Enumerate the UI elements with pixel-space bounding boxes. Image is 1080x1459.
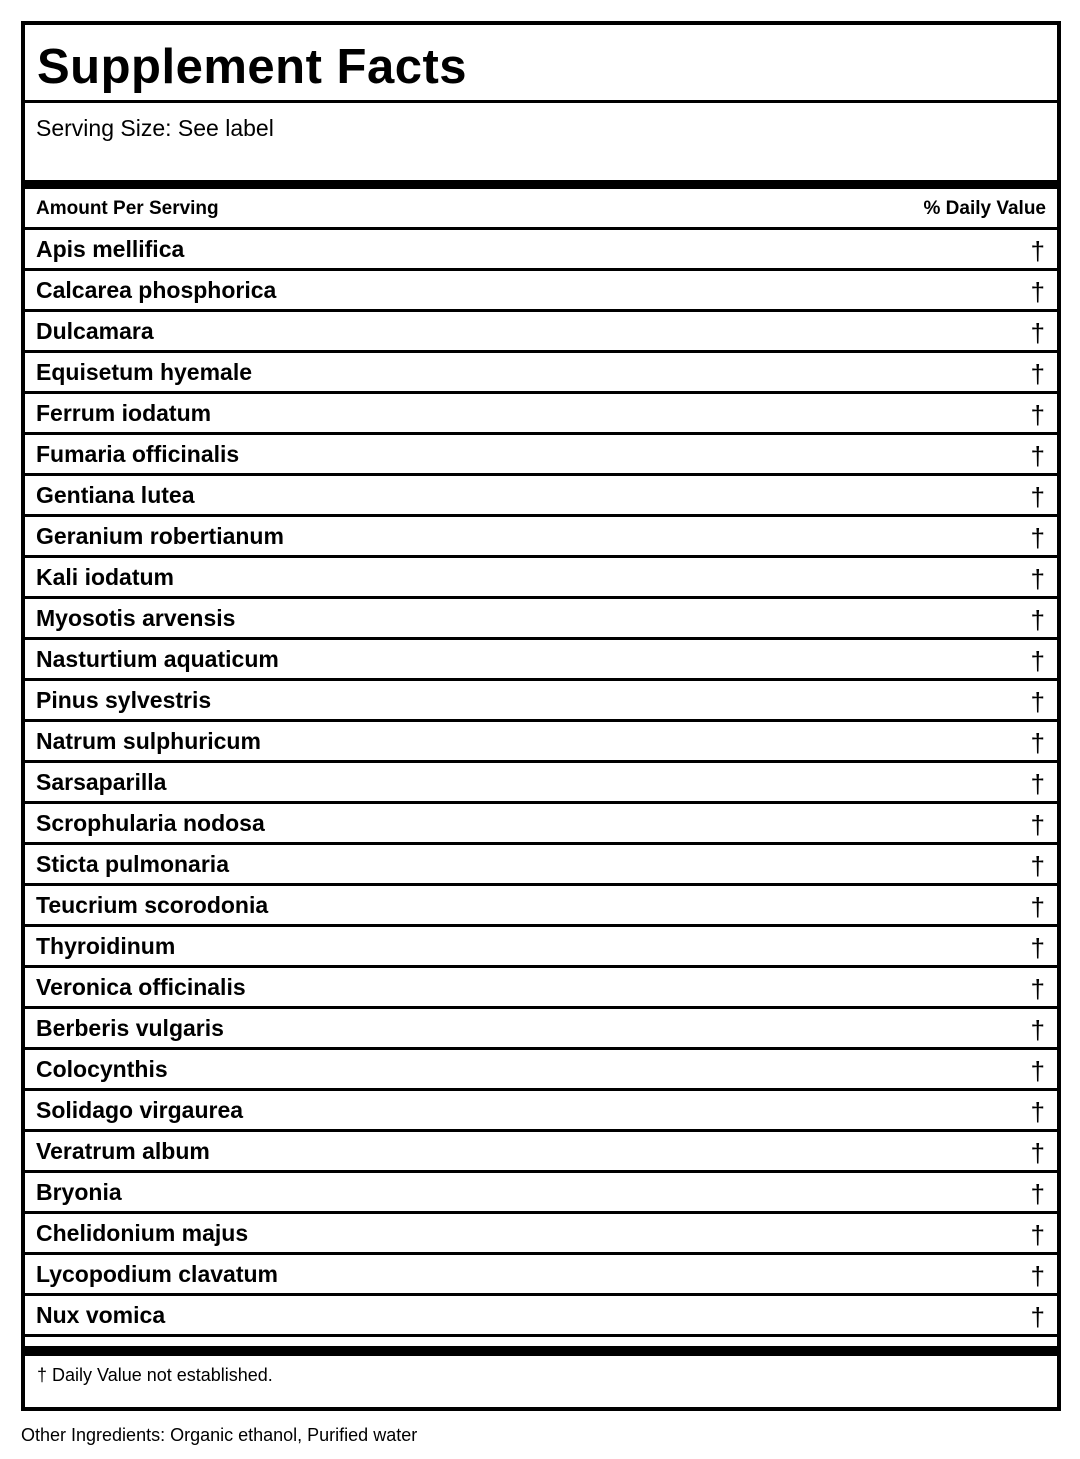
daily-value-dagger: †: [1030, 481, 1045, 512]
panel-title: Supplement Facts: [25, 25, 1057, 103]
ingredient-name: Scrophularia nodosa: [36, 809, 265, 836]
daily-value-dagger: †: [1030, 768, 1045, 799]
ingredient-name: Kali iodatum: [36, 563, 175, 590]
ingredient-row: [25, 1050, 1057, 1091]
ingredient-row: [25, 927, 1057, 968]
ingredient-row: [25, 968, 1057, 1009]
daily-value-dagger: †: [1030, 1014, 1045, 1045]
daily-value-dagger: †: [1030, 1137, 1045, 1168]
daily-value-dagger: †: [1030, 973, 1045, 1004]
ingredient-row: [25, 517, 1057, 558]
daily-value-dagger: †: [1030, 358, 1045, 389]
daily-value-dagger: †: [1030, 563, 1045, 594]
daily-value-dagger: †: [1030, 727, 1045, 758]
daily-value-dagger: †: [1030, 235, 1045, 266]
ingredient-row: [25, 681, 1057, 722]
ingredient-row: [25, 1009, 1057, 1050]
ingredient-row: [25, 435, 1057, 476]
daily-value-dagger: †: [1030, 399, 1045, 430]
ingredient-name: Chelidonium majus: [36, 1219, 249, 1246]
daily-value-dagger: †: [1030, 686, 1045, 717]
column-header-row: [25, 189, 1057, 230]
daily-value-dagger: †: [1030, 1178, 1045, 1209]
daily-value-dagger: †: [1030, 645, 1045, 676]
ingredient-name: Calcarea phosphorica: [36, 276, 277, 303]
ingredient-name: Veratrum album: [36, 1137, 210, 1164]
ingredient-row: [25, 394, 1057, 435]
daily-value-dagger: †: [1030, 1219, 1045, 1250]
daily-value-dagger: †: [1030, 809, 1045, 840]
other-ingredients: Other Ingredients: Organic ethanol, Purified water: [21, 1425, 418, 1445]
ingredient-row: [25, 1214, 1057, 1255]
ingredient-name: Pinus sylvestris: [36, 686, 212, 713]
ingredient-name: Solidago virgaurea: [36, 1096, 244, 1123]
ingredient-row: [25, 763, 1057, 804]
ingredient-name: Berberis vulgaris: [36, 1014, 224, 1041]
ingredient-row: [25, 271, 1057, 312]
ingredient-name: Lycopodium clavatum: [36, 1260, 278, 1287]
daily-value-dagger: †: [1030, 1055, 1045, 1086]
daily-value-dagger: †: [1030, 604, 1045, 635]
daily-value-header: % Daily Value: [923, 198, 1046, 219]
supplement-facts-panel: [21, 21, 1061, 1411]
daily-value-dagger: †: [1030, 891, 1045, 922]
ingredient-row: [25, 353, 1057, 394]
ingredient-name: Dulcamara: [36, 317, 154, 344]
ingredient-row: [25, 640, 1057, 681]
ingredient-name: Gentiana lutea: [36, 481, 195, 508]
ingredient-row: [25, 1296, 1057, 1337]
daily-value-dagger: †: [1030, 317, 1045, 348]
serving-size: Serving Size: See label: [25, 103, 1057, 189]
ingredient-name: Ferrum iodatum: [36, 399, 212, 426]
ingredient-row: [25, 845, 1057, 886]
ingredient-name: Bryonia: [36, 1178, 122, 1205]
ingredient-row: [25, 886, 1057, 927]
ingredient-name: Sarsaparilla: [36, 768, 167, 795]
ingredient-row: [25, 1091, 1057, 1132]
ingredient-row: [25, 1132, 1057, 1173]
ingredient-name: Myosotis arvensis: [36, 604, 236, 631]
daily-value-dagger: †: [1030, 1260, 1045, 1291]
footnote: † Daily Value not established.: [37, 1365, 273, 1385]
ingredient-name: Veronica officinalis: [36, 973, 246, 1000]
ingredient-name: Nux vomica: [36, 1301, 166, 1328]
ingredient-name: Colocynthis: [36, 1055, 168, 1082]
ingredient-row: [25, 230, 1057, 271]
ingredient-name: Apis mellifica: [36, 235, 185, 262]
daily-value-dagger: †: [1030, 932, 1045, 963]
daily-value-dagger: †: [1030, 440, 1045, 471]
daily-value-dagger: †: [1030, 850, 1045, 881]
daily-value-dagger: †: [1030, 1301, 1045, 1332]
ingredient-name: Sticta pulmonaria: [36, 850, 229, 877]
ingredient-name: Teucrium scorodonia: [36, 891, 269, 918]
amount-per-serving-header: Amount Per Serving: [36, 198, 219, 219]
ingredient-row: [25, 599, 1057, 640]
ingredient-name: Thyroidinum: [36, 932, 176, 959]
daily-value-dagger: †: [1030, 1096, 1045, 1127]
thick-divider: [25, 1346, 1057, 1356]
ingredient-row: [25, 312, 1057, 353]
ingredient-row: [25, 558, 1057, 599]
ingredient-row: [25, 476, 1057, 517]
ingredient-name: Natrum sulphuricum: [36, 727, 261, 754]
ingredient-name: Geranium robertianum: [36, 522, 284, 549]
ingredient-row: [25, 804, 1057, 845]
daily-value-dagger: †: [1030, 522, 1045, 553]
ingredient-row: [25, 1255, 1057, 1296]
ingredient-name: Nasturtium aquaticum: [36, 645, 279, 672]
ingredient-name: Fumaria officinalis: [36, 440, 240, 467]
ingredient-row: [25, 1173, 1057, 1214]
ingredient-row: [25, 722, 1057, 763]
daily-value-dagger: †: [1030, 276, 1045, 307]
ingredient-list: [25, 230, 1057, 1337]
ingredient-name: Equisetum hyemale: [36, 358, 253, 385]
